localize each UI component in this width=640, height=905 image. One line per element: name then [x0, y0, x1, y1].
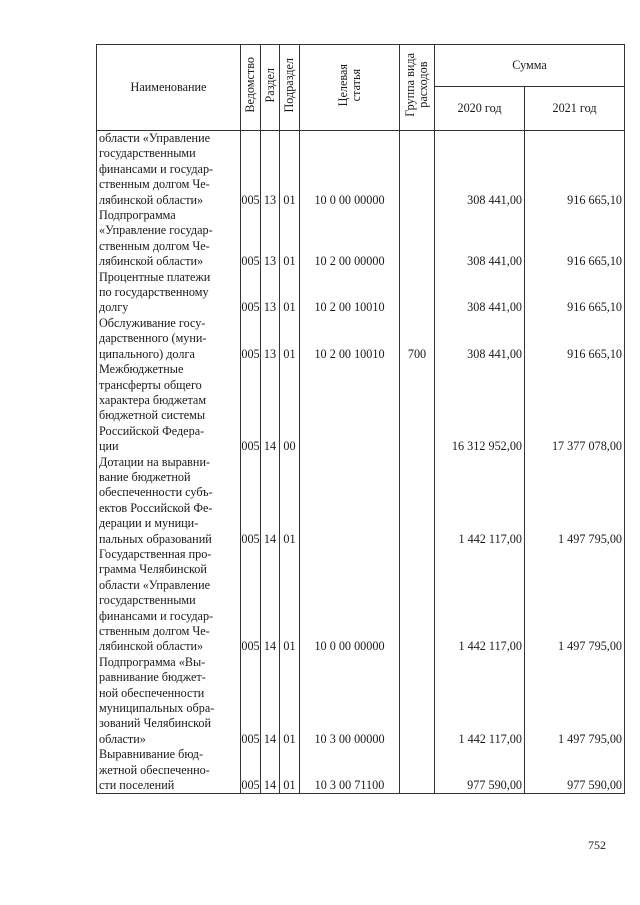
row-name-line: зований Челябинской: [99, 716, 212, 731]
row-gruppa-vida: [400, 455, 435, 547]
row-name: [97, 747, 241, 794]
row-name-line: Подпрограмма «Вы-: [99, 654, 206, 669]
row-name-line: государственными: [99, 593, 196, 608]
row-sum-2021: 1 497 795,00: [525, 547, 625, 655]
row-celevaya-statya: 10 2 00 10010: [300, 270, 400, 316]
row-razdel: 14: [261, 362, 280, 454]
row-name: [97, 655, 241, 747]
row-sum-2021: 916 665,10: [525, 208, 625, 270]
row-podrazdel: 01: [280, 747, 300, 794]
row-vedomstvo: 005: [241, 547, 261, 655]
row-podrazdel: 01: [280, 316, 300, 362]
row-name-line: ственным долгом Че-: [99, 624, 210, 638]
header-vedomstvo: Ведомство: [241, 45, 261, 131]
row-name-line: жетной обеспеченно-: [99, 762, 210, 777]
row-sum-2021: 17 377 078,00: [525, 362, 625, 454]
row-podrazdel: 01: [280, 455, 300, 547]
row-vedomstvo: 005: [241, 747, 261, 794]
row-podrazdel: 01: [280, 131, 300, 209]
row-sum-2020: 308 441,00: [435, 208, 525, 270]
table-row: [97, 655, 625, 747]
header-year-2020: 2020 год: [435, 87, 525, 131]
row-celevaya-statya: [300, 362, 400, 454]
row-name-line: ной обеспеченности: [99, 685, 205, 700]
table-row: [97, 270, 625, 316]
row-name-line: ственным долгом Че-: [99, 238, 210, 253]
row-vedomstvo: 005: [241, 270, 261, 316]
row-celevaya-statya: 10 3 00 71100: [300, 747, 400, 794]
row-name-line: обеспеченности субъ-: [99, 485, 213, 500]
row-sum-2021: 1 497 795,00: [525, 655, 625, 747]
row-name-line: области «Управление: [99, 577, 211, 592]
row-name-line: бюджетной системы: [99, 408, 206, 423]
row-name-line: ственным долгом Че-: [99, 177, 210, 192]
row-razdel: 13: [261, 270, 280, 316]
row-sum-2020: 977 590,00: [435, 747, 525, 794]
row-name-line: муниципальных обра-: [99, 701, 215, 716]
row-name-line: лябинской области»: [99, 639, 204, 654]
header-podrazdel: Подраздел: [280, 45, 300, 131]
row-sum-2020: 308 441,00: [435, 131, 525, 209]
row-name-line: дерации и муници-: [99, 516, 199, 531]
row-name-line: лябинской области»: [99, 254, 204, 269]
table-row: [97, 747, 625, 794]
row-sum-2020: 1 442 117,00: [435, 455, 525, 547]
row-vedomstvo: 005: [241, 131, 261, 209]
row-name-line: ектов Российской Фе-: [99, 500, 213, 515]
row-celevaya-statya: 10 2 00 00000: [300, 208, 400, 270]
row-name-line: Выравнивание бюд-: [99, 747, 204, 762]
row-vedomstvo: 005: [241, 362, 261, 454]
row-name: [97, 316, 241, 362]
row-celevaya-statya: 10 3 00 00000: [300, 655, 400, 747]
row-name-line: Государственная про-: [99, 546, 212, 561]
row-name-line: вание бюджетной: [99, 469, 191, 484]
row-name-line: долгу: [99, 300, 129, 315]
table-body: [97, 131, 625, 794]
row-sum-2020: 308 441,00: [435, 270, 525, 316]
row-name-line: Процентные платежи: [99, 269, 211, 284]
budget-table: [96, 44, 625, 794]
row-name-line: финансами и государ-: [99, 608, 214, 623]
table-row: [97, 362, 625, 454]
row-name: [97, 270, 241, 316]
row-name-line: трансферты общего: [99, 377, 202, 392]
row-name-line: области»: [99, 731, 146, 746]
row-vedomstvo: 005: [241, 655, 261, 747]
row-name-line: ципального) долга: [99, 346, 195, 361]
page-number: 752: [588, 838, 606, 852]
row-celevaya-statya: 10 0 00 00000: [300, 131, 400, 209]
header-name: Наименование: [97, 45, 241, 131]
row-celevaya-statya: 10 0 00 00000: [300, 547, 400, 655]
row-name: [97, 208, 241, 270]
header-razdel: Раздел: [261, 45, 280, 131]
table-row: [97, 547, 625, 655]
row-podrazdel: 01: [280, 547, 300, 655]
row-name-line: Российской Федера-: [99, 423, 205, 438]
row-gruppa-vida: [400, 208, 435, 270]
row-razdel: 13: [261, 316, 280, 362]
row-name-line: Обслуживание госу-: [99, 315, 206, 330]
row-razdel: 14: [261, 455, 280, 547]
row-gruppa-vida: [400, 362, 435, 454]
table-row: [97, 208, 625, 270]
row-name-line: государственными: [99, 146, 196, 161]
header-celevaya-statya: Целевая статья: [300, 45, 400, 131]
row-sum-2021: 1 497 795,00: [525, 455, 625, 547]
row-vedomstvo: 005: [241, 455, 261, 547]
row-name-line: по государственному: [99, 285, 209, 300]
row-sum-2020: 308 441,00: [435, 316, 525, 362]
row-gruppa-vida: [400, 655, 435, 747]
row-vedomstvo: 005: [241, 208, 261, 270]
table-row: [97, 131, 625, 209]
row-podrazdel: 01: [280, 655, 300, 747]
row-name: [97, 362, 241, 454]
header-year-2021: 2021 год: [525, 87, 625, 131]
row-sum-2021: 977 590,00: [525, 747, 625, 794]
row-gruppa-vida: [400, 131, 435, 209]
row-name-line: Подпрограмма: [99, 208, 176, 223]
row-name: [97, 131, 241, 209]
row-name-line: Дотации на выравни-: [99, 454, 211, 469]
row-sum-2021: 916 665,10: [525, 270, 625, 316]
row-name-line: ции: [99, 439, 119, 454]
row-razdel: 14: [261, 547, 280, 655]
row-name-line: финансами и государ-: [99, 161, 214, 176]
row-name-line: грамма Челябинской: [99, 562, 207, 577]
row-name-line: «Управление государ-: [99, 223, 213, 238]
row-razdel: 14: [261, 747, 280, 794]
row-name-line: равнивание бюджет-: [99, 670, 206, 685]
row-gruppa-vida: 700: [400, 316, 435, 362]
row-celevaya-statya: [300, 455, 400, 547]
table-row: [97, 316, 625, 362]
header-gruppa-vida-rashodov: Группа вида расходов: [400, 45, 435, 131]
header-summa: Сумма: [435, 45, 625, 87]
row-name-line: сти поселений: [99, 778, 175, 793]
row-sum-2020: 16 312 952,00: [435, 362, 525, 454]
row-gruppa-vida: [400, 270, 435, 316]
row-sum-2020: 1 442 117,00: [435, 655, 525, 747]
row-name: [97, 455, 241, 547]
row-vedomstvo: 005: [241, 316, 261, 362]
row-name-line: дарственного (муни-: [99, 331, 207, 346]
row-name-line: лябинской области»: [99, 192, 204, 207]
row-name-line: Межбюджетные: [99, 362, 184, 377]
row-podrazdel: 00: [280, 362, 300, 454]
row-name-line: области «Управление: [99, 131, 211, 145]
row-podrazdel: 01: [280, 270, 300, 316]
row-razdel: 13: [261, 131, 280, 209]
row-sum-2021: 916 665,10: [525, 316, 625, 362]
table-row: [97, 455, 625, 547]
row-podrazdel: 01: [280, 208, 300, 270]
row-sum-2020: 1 442 117,00: [435, 547, 525, 655]
row-sum-2021: 916 665,10: [525, 131, 625, 209]
row-gruppa-vida: [400, 547, 435, 655]
row-name-line: характера бюджетам: [99, 392, 207, 407]
row-name-line: пальных образований: [99, 531, 212, 546]
row-razdel: 14: [261, 655, 280, 747]
row-name: [97, 547, 241, 655]
row-razdel: 13: [261, 208, 280, 270]
row-celevaya-statya: 10 2 00 10010: [300, 316, 400, 362]
row-gruppa-vida: [400, 747, 435, 794]
